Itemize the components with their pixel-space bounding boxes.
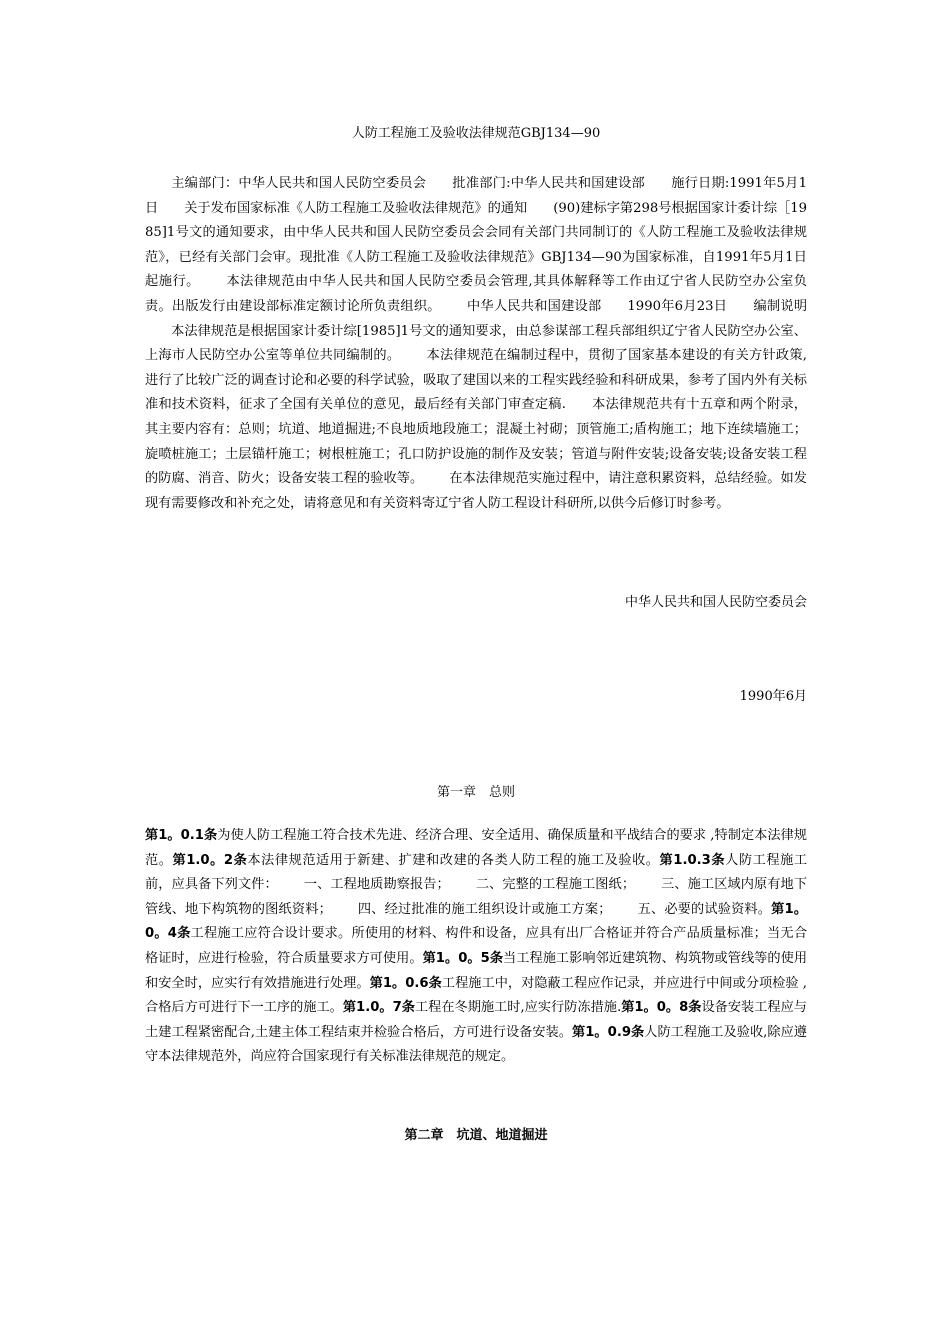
intro-date: 1990年6月23日 [627,298,728,314]
intro-section-heading: 编制说明 [753,298,808,314]
intro-feedback: 在本法律规范实施过程中，请注意积累资料，总结经验。如发现有需要修改和补充之处，请将意见和有关资料寄辽宁省人防工程设计科研所,以供今后修订时参考。 [145,471,807,511]
intro-process: 本法律规范在编制过程中，贯彻了国家基本建设的有关方针政策,进行了比较广泛的调查讨论和必要的科学试验，吸取了建国以来的工程实践经验和科研成果，参考了国内外有关标准和技术资料，征求了全国有关单位的意见，最后经有关部门审查定稿. [145,348,807,413]
intro-management: 本法律规范由中华人民共和国人民防空委员会管理,其具体解释等工作由辽宁省人民防空办公室负责。出版发行由建设部标准定额讨论所负责组织。 [145,274,807,314]
article-text: 本法律规范适用于新建、扩建和改建的各类人防工程的施工及验收。 [247,852,660,868]
intro-compilation: 本法律规范是根据国家计委计综[1985]1号文的通知要求，由总参谋部工程兵部组织辽宁省人民防空办公室、上海市人民防空办公室等单位共同编制的。 [145,323,807,364]
chapter-heading: 第二章 坑道、地道掘进 [404,1128,548,1143]
intro-effective-date: 施行日期:1991年5月1日 [145,176,807,216]
intro-editor: 主编部门：中华人民共和国人民防空委员会 [171,176,427,191]
signature-org: 中华人民共和国人民防空委员会 [624,595,807,610]
intro-paragraph [145,172,807,516]
article-number: 第1。0。5条 [422,950,504,966]
list-item: 三、施工区域内原有地下管线、地下构筑物的图纸资料； [145,877,808,917]
intro-notice-title: 关于发布国家标准《人防工程施工及验收法律规范》的通知 [184,200,528,216]
article-text: 工程施工中，对隐蔽工程应作记录，并应进行中间或分项检验 ,合格后方可进行下一工序的施工。 [145,975,808,1016]
chapter-heading: 第一章 总则 [436,785,515,800]
article-number: 第1.0。2条 [172,852,248,868]
article-text: 工程施工应符合设计要求。所使用的材料、构件和设备，应具有出厂合格证并符合产品质量标准；当无合格证时，应进行检验，符合质量要求方可使用。 [145,926,808,966]
article-number: 第1。0.9条 [572,1024,645,1040]
article-number: 第1。0.1条 [145,828,218,843]
intro-approver: 批准部门:中华人民共和国建设部 [452,176,645,191]
article-number: 第1.0.3条 [659,852,726,868]
article-text: 人防工程施工前，应具备下列文件： [145,852,808,893]
intro-notice-body: (90)建标字第298号根据国家计委计综［1985]1号文的通知要求，由中华人民共和国人民防空委员会会同有关部门共同制订的《人防工程施工及验收法律规范》，已经有关部门会审。现批准《人防工程施工及验收法律规范》GBJ134—90为国家标准，自1991年5月1日起施行。 [145,200,807,290]
list-item: 二、完整的工程施工图纸； [475,877,636,893]
chapter1-paragraph [145,824,807,1070]
article-number: 第1.0。7条 [342,1000,415,1016]
intro-ministry: 中华人民共和国建设部 [466,298,602,314]
article-text: 人防工程施工及验收,除应遵守本法律规范外，尚应符合国家现行有关标准法律规范的规定。 [145,1024,807,1065]
signature-date: 1990年6月 [739,689,807,704]
article-text: 工程在冬期施工时,应实行防冻措施. [414,1000,622,1016]
article-number: 第1。0。4条 [145,901,808,942]
article-text: 为使人防工程施工符合技术先进、经济合理、安全适用、确保质量和平战结合的要求 ,特制定本法律规范。 [145,828,807,868]
list-item: 五、必要的试验资料。 [637,901,772,917]
intro-contents: 本法律规范共有十五章和两个附录，其主要内容有：总则；坑道、地道掘进;不良地质地段施工；混凝土衬砌；顶管施工;盾构施工；地下连续墙施工；旋喷桩施工；土层锚杆施工；树根桩施工；孔口防护设施的制作及安装；管道与附件安装;设备安装;设备安装工程的防腐、消音、防火；设备安装工程的验收等。 [145,397,807,487]
article-number: 第1。0。8条 [621,1000,702,1016]
document-title: 人防工程施工及验收法律规范GBJ134—90 [351,126,601,141]
article-number: 第1。0.6条 [369,975,442,991]
list-item: 一、工程地质勘察报告； [303,877,450,893]
article-text: 设备安装工程应与土建工程紧密配合,土建主体工程结束并检验合格后，方可进行设备安装。 [145,1000,807,1040]
list-item: 四、经过批准的施工组织设计或施工方案； [357,901,612,917]
article-text: 当工程施工影响邻近建筑物、构筑物或管线等的使用和安全时，应实行有效措施进行处理。 [145,950,808,991]
